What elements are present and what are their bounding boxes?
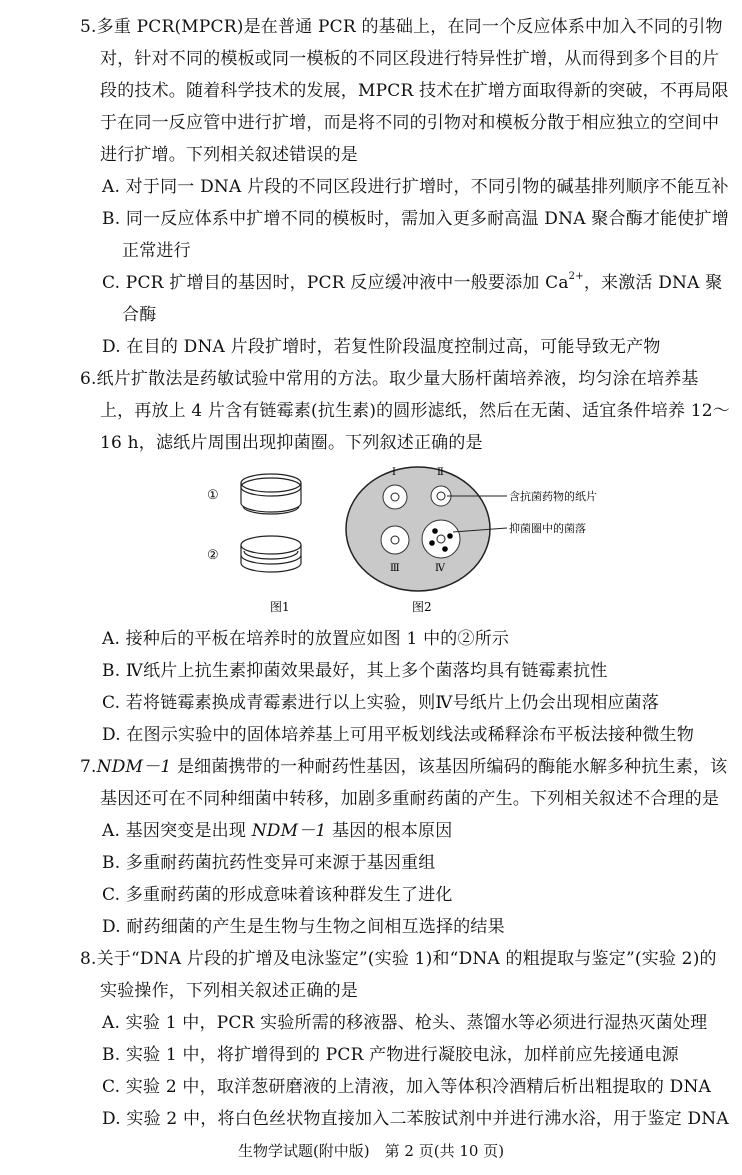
q6-figure xyxy=(195,458,597,618)
q5-option-a: A. 对于同一 DNA 片段的不同区段进行扩增时，不同引物的碱基排列顺序不能互补 xyxy=(102,177,729,197)
q6-stem-line-1 xyxy=(80,368,699,390)
q7-stem-line-1 xyxy=(80,756,727,778)
colony-dot xyxy=(442,546,448,552)
q5-stem-line-4: 于在同一反应管中进行扩增，而是将不同的引物对和模板分散于相应独立的空间中 xyxy=(100,113,720,133)
q5-option-c xyxy=(102,272,722,294)
filter-paper-I xyxy=(383,485,407,509)
colony-dot xyxy=(432,528,438,534)
fig2-caption: 图2 xyxy=(412,600,432,614)
annotation-paper: 含抗菌药物的纸片 xyxy=(509,490,597,503)
dish-label-2: ② xyxy=(207,548,219,563)
q6-option-d: D. 在图示实验中的固体培养基上可用平板划线法或稀释涂布平板法接种微生物 xyxy=(102,725,695,745)
q5-stem-line-2: 对，针对不同的模板或同一模板的不同区段进行特异性扩增，从而得到多个目的片 xyxy=(100,49,720,69)
q6-stem-line-2: 上，再放上 4 片含有链霉素(抗生素)的圆形滤纸，然后在无菌、适宜条件培养 12～ xyxy=(100,401,730,421)
q7-stem-line-2: 基因还可在不同种细菌中转移，加剧多重耐药菌的产生。下列相关叙述不合理的是 xyxy=(100,789,720,809)
q5-option-c-text: C. PCR 扩增目的基因时，PCR 反应缓冲液中一般要添加 Ca xyxy=(102,273,569,293)
roman-label-II: Ⅱ xyxy=(437,467,444,478)
q7-option-a-post: 基因的根本原因 xyxy=(326,821,453,841)
q7-option-d: D. 耐药细菌的产生是生物与生物之间相互选择的结果 xyxy=(102,917,505,937)
filter-paper-IV xyxy=(422,520,460,558)
roman-label-III: Ⅲ xyxy=(390,563,400,574)
q5-stem-line-5: 进行扩增。下列相关叙述错误的是 xyxy=(100,145,358,165)
q7-option-c: C. 多重耐药菌的形成意味着该种群发生了进化 xyxy=(102,885,453,905)
q5-option-d: D. 在目的 DNA 片段扩增时，若复性阶段温度控制过高，可能导致无产物 xyxy=(102,337,661,357)
q8-option-c: C. 实验 2 中，取洋葱研磨液的上清液，加入等体积冷酒精后析出粗提取的 DNA xyxy=(102,1077,712,1097)
colony-dot xyxy=(429,540,435,546)
roman-label-IV: Ⅳ xyxy=(435,563,445,574)
q6-stem-line-3: 16 h，滤纸片周围出现抑菌圈。下列叙述正确的是 xyxy=(100,433,483,453)
q8-number: 8. xyxy=(80,949,97,969)
q6-stem-text-1: 纸片扩散法是药敏试验中常用的方法。取少量大肠杆菌培养液，均匀涂在培养基 xyxy=(96,369,699,389)
q5-option-b-cont: 正常进行 xyxy=(122,241,191,261)
q5-stem-line-3: 段的技术。随着科学技术的发展，MPCR 技术在扩增方面取得新的突破，不再局限 xyxy=(100,81,729,101)
q5-option-c-sup: 2+ xyxy=(568,271,584,283)
page-footer: 生物学试题(附中版) 第 2 页(共 10 页) xyxy=(237,1142,505,1160)
agar-plate xyxy=(346,467,490,591)
q6-number: 6. xyxy=(80,369,97,389)
filter-paper-III xyxy=(381,526,409,554)
q8-stem-text-1: 关于“DNA 片段的扩增及电泳鉴定”(实验 1)和“DNA 的粗提取与鉴定”(实验 2)的 xyxy=(96,949,717,969)
q6-option-a: A. 接种后的平板在培养时的放置应如图 1 中的②所示 xyxy=(102,629,510,649)
q5-option-b: B. 同一反应体系中扩增不同的模板时，需加入更多耐高温 DNA 聚合酶才能使扩增 xyxy=(102,209,729,229)
q5-stem-line-1 xyxy=(80,16,723,38)
q5-option-c-cont: 合酶 xyxy=(122,305,157,325)
q7-option-a xyxy=(102,820,452,842)
dish-label-1: ① xyxy=(207,488,219,503)
annotation-colony: 抑菌圈中的菌落 xyxy=(509,522,586,535)
dish-1-icon xyxy=(241,474,301,514)
q8-option-a: A. 实验 1 中，PCR 实验所需的移液器、枪头、蒸馏水等必须进行湿热灭菌处理 xyxy=(102,1013,708,1033)
q8-option-d: D. 实验 2 中，将白色丝状物直接加入二苯胺试剂中并进行沸水浴，用于鉴定 DNA xyxy=(102,1109,729,1129)
q8-option-b: B. 实验 1 中，将扩增得到的 PCR 产物进行凝胶电泳，加样前应先接通电源 xyxy=(102,1045,679,1065)
q7-option-a-pre: A. 基因突变是出现 xyxy=(102,821,252,841)
q5-option-c-rest: ，来激活 DNA 聚 xyxy=(583,273,723,293)
q7-option-a-gene: NDM－1 xyxy=(251,821,327,841)
q6-option-b: B. Ⅳ纸片上抗生素抑菌效果最好，其上多个菌落均具有链霉素抗性 xyxy=(102,661,608,681)
q7-number: 7. xyxy=(80,757,97,777)
q7-option-b: B. 多重耐药菌抗药性变异可来源于基因重组 xyxy=(102,853,436,873)
fig1-caption: 图1 xyxy=(270,600,290,614)
q6-option-c: C. 若将链霉素换成青霉素进行以上实验，则Ⅳ号纸片上仍会出现相应菌落 xyxy=(102,693,659,713)
q5-number: 5. xyxy=(80,17,97,37)
colony-dot xyxy=(447,533,453,539)
dish-2-icon xyxy=(241,536,301,572)
q8-stem-line-2: 实验操作，下列相关叙述正确的是 xyxy=(100,981,358,1001)
petri-dish-figure xyxy=(195,458,597,618)
q7-stem-text-1: 是细菌携带的一种耐药性基因，该基因所编码的酶能水解多种抗生素，该 xyxy=(171,757,728,777)
q8-stem-line-1 xyxy=(80,948,717,970)
q7-gene-name: NDM－1 xyxy=(96,757,172,777)
roman-label-I: Ⅰ xyxy=(392,467,396,478)
q5-stem-text-1: 多重 PCR(MPCR)是在普通 PCR 的基础上，在同一个反应体系中加入不同的引物 xyxy=(96,17,723,37)
